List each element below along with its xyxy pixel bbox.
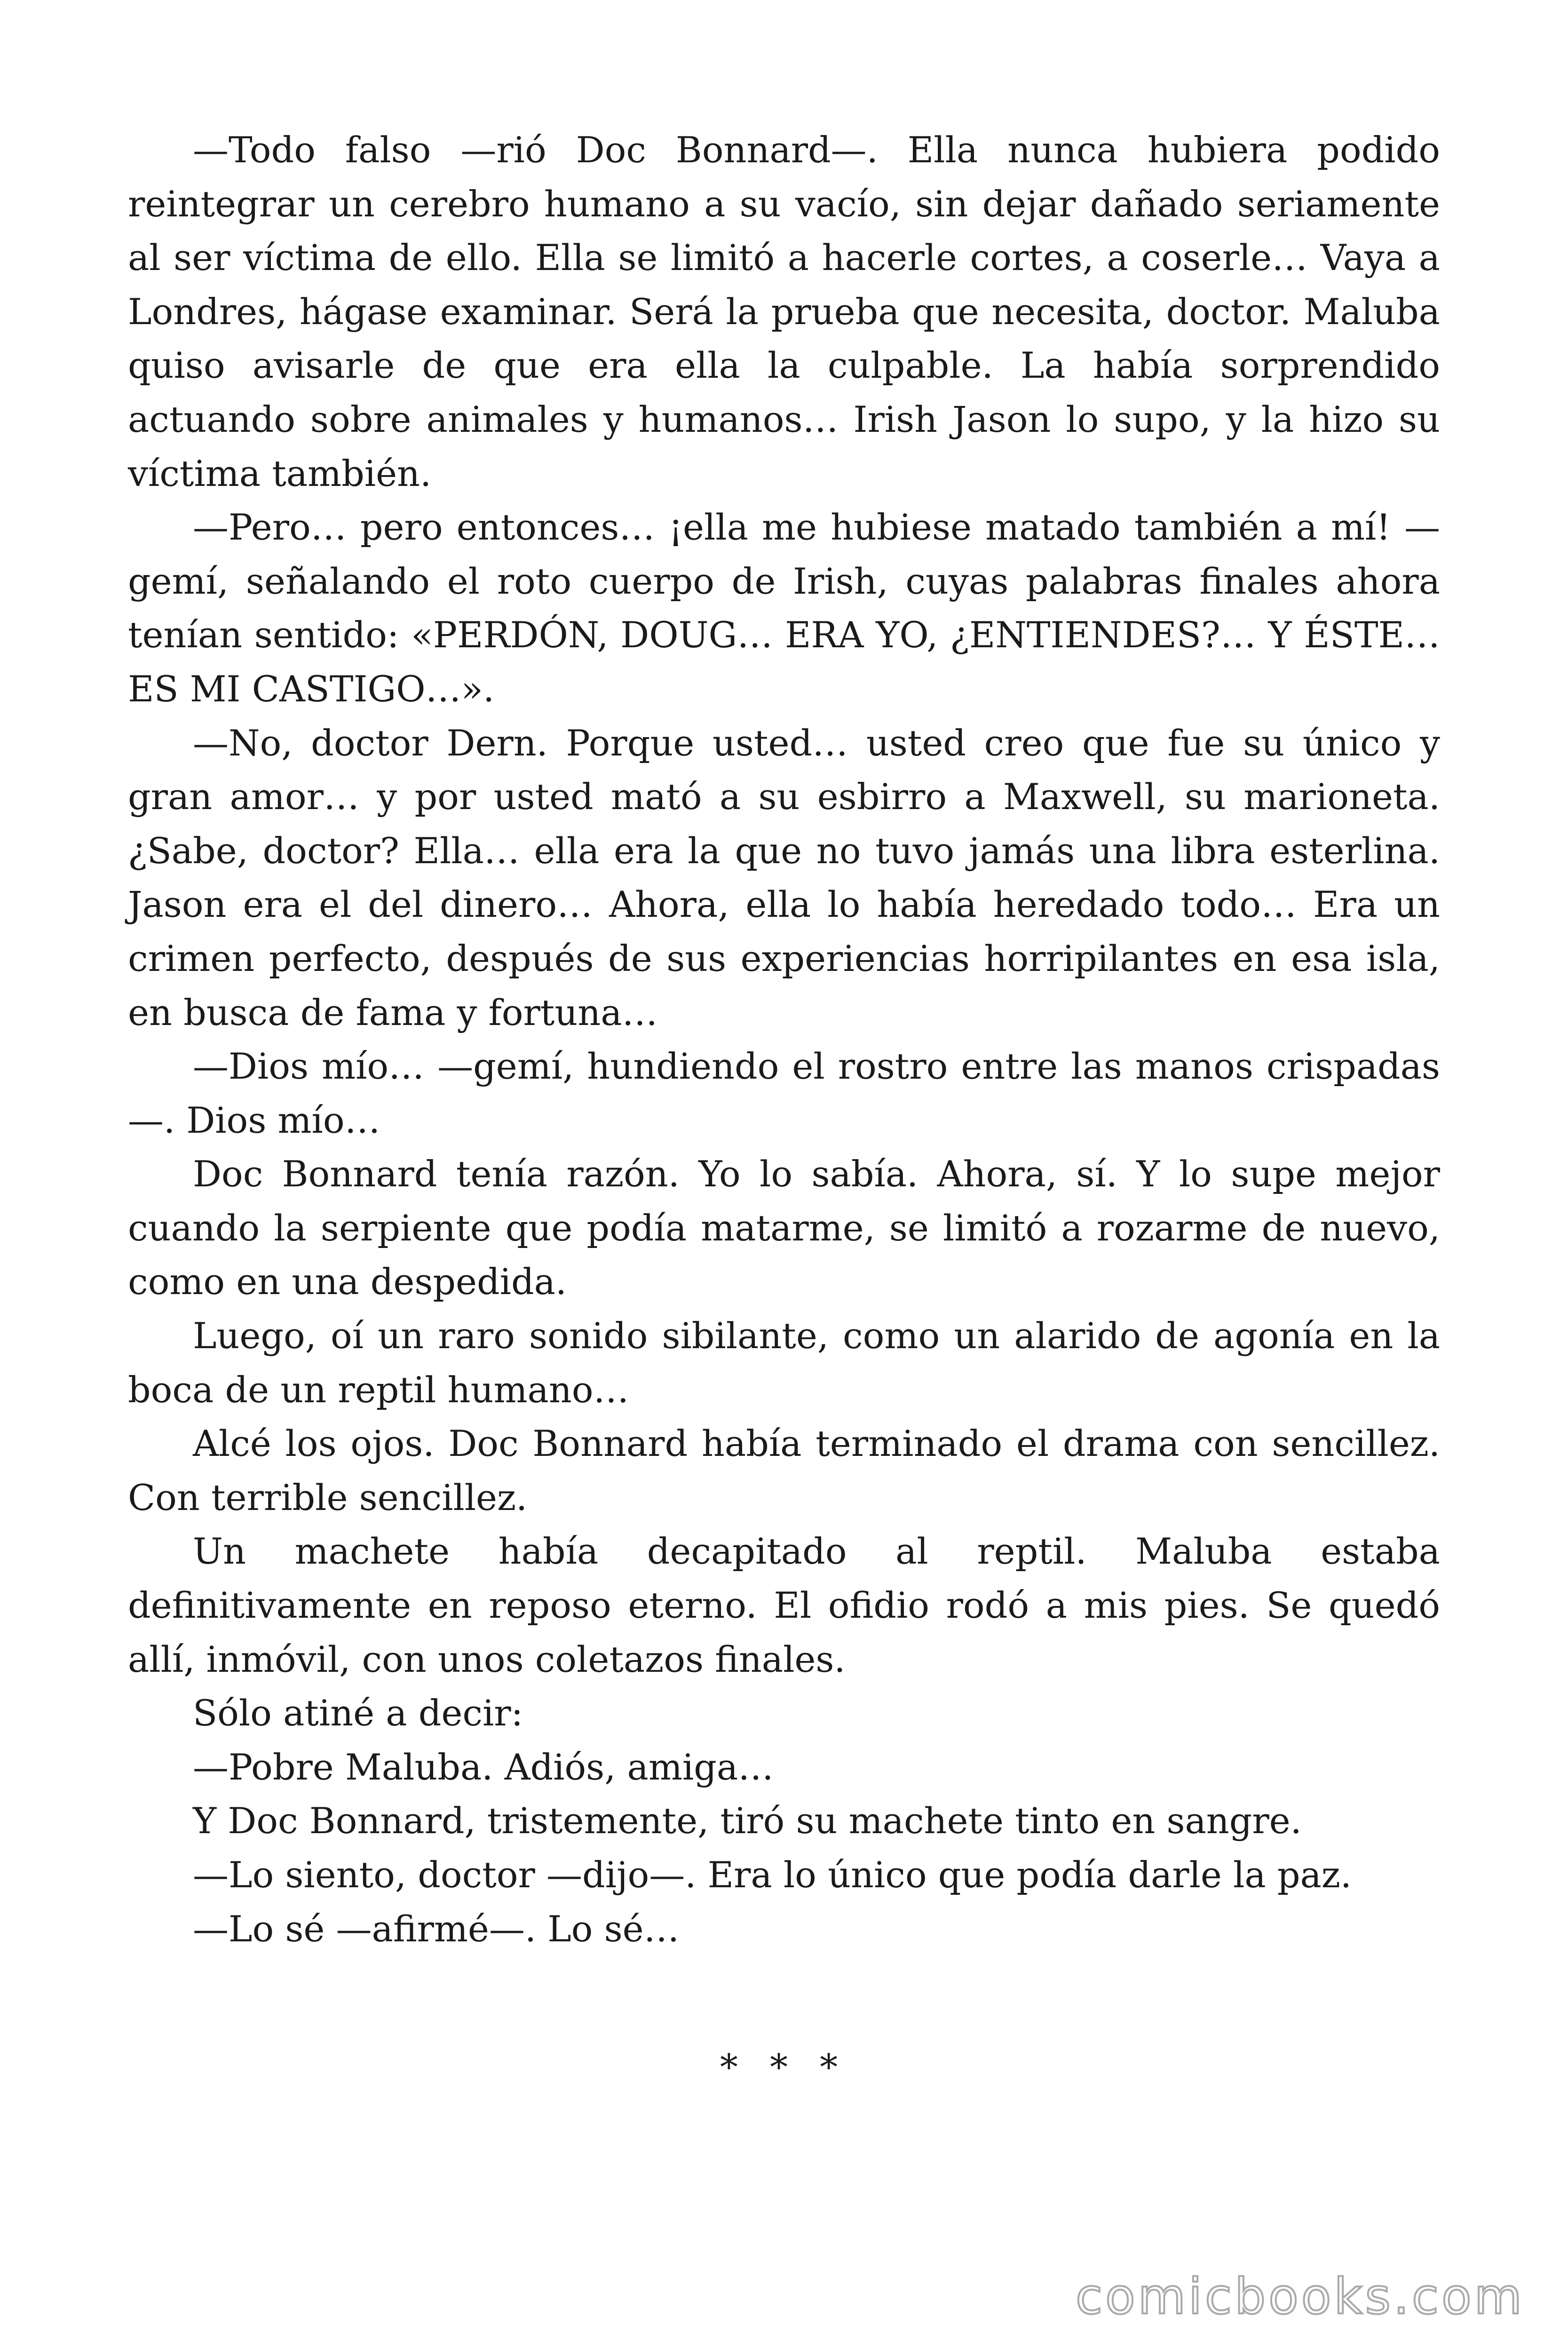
watermark-logo: comicbooks.com bbox=[1075, 2268, 1525, 2325]
paragraph: Sólo atiné a decir: bbox=[193, 1692, 523, 1734]
paragraph: —Pero… pero entonces… ¡ella me hubiese matado también a mí! —gemí, señalando el roto cuerpo de Irish, cuyas palabras finales ahora tenían sentido: «PERDÓN, DOUG… ERA YO, ¿ENTIENDES?… Y ÉSTE… ES MI CASTIGO…». bbox=[128, 506, 1440, 710]
paragraph: Alcé los ojos. Doc Bonnard había terminado el drama con sencillez. Con terrible sencillez. bbox=[128, 1422, 1440, 1518]
paragraph: —Dios mío… —gemí, hundiendo el rostro entre las manos crispadas—. Dios mío… bbox=[128, 1045, 1440, 1141]
paragraph: Y Doc Bonnard, tristemente, tiró su machete tinto en sangre. bbox=[193, 1800, 1302, 1842]
paragraph: —No, doctor Dern. Porque usted… usted creo que fue su único y gran amor… y por usted mató a su esbirro a Maxwell, su marioneta. ¿Sabe, doctor? Ella… ella era la que no tuvo jamás una libra esterlina. Jason era el del dinero… Ahora, ella lo había heredado todo… Era un crimen perfecto, después de sus experiencias horripilantes en esa isla, en busca de fama y fortuna… bbox=[128, 722, 1440, 1033]
paragraph: —Pobre Maluba. Adiós, amiga… bbox=[193, 1746, 774, 1788]
paragraph: —Todo falso —rió Doc Bonnard—. Ella nunca hubiera podido reintegrar un cerebro humano a su vacío, sin dejar dañado seriamente al ser víctima de ello. Ella se limitó a hacerle cortes, a coserle… Vaya a Londres, hágase examinar. Será la prueba que necesita, doctor. Maluba quiso avisarle de que era ella la culpable. La había sorprendido actuando sobre animales y humanos… Irish Jason lo supo, y la hizo su víctima también. bbox=[128, 129, 1440, 494]
paragraph: —Lo siento, doctor —dijo—. Era lo único que podía darle la paz. bbox=[193, 1854, 1352, 1896]
paragraph: Un machete había decapitado al reptil. Maluba estaba definitivamente en reposo eterno. El ofidio rodó a mis pies. Se quedó allí, inmóvil, con unos coletazos finales. bbox=[128, 1530, 1440, 1680]
paragraph: Doc Bonnard tenía razón. Yo lo sabía. Ahora, sí. Y lo supe mejor cuando la serpiente que podía matarme, se limitó a rozarme de nuevo, como en una despedida. bbox=[128, 1153, 1440, 1303]
paragraph: —Lo sé —afirmé—. Lo sé… bbox=[193, 1907, 680, 1950]
body-text bbox=[128, 123, 1440, 1956]
paragraph: Luego, oí un raro sonido sibilante, como un alarido de agonía en la boca de un reptil humano… bbox=[128, 1315, 1440, 1411]
section-separator: * * * bbox=[720, 2046, 848, 2088]
